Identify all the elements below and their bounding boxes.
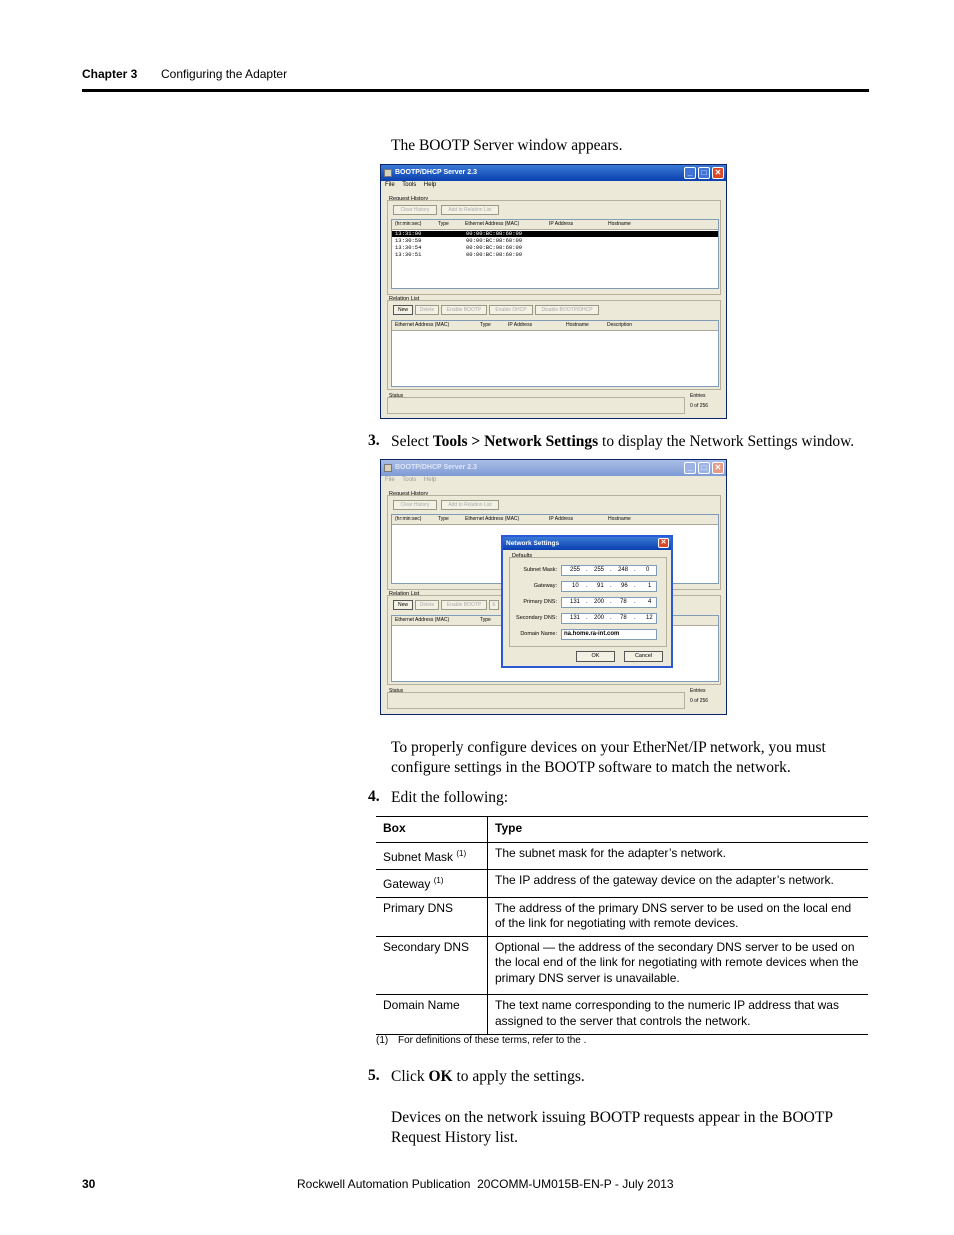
relation-list-label: Relation List bbox=[389, 296, 420, 302]
menu-file[interactable]: File bbox=[385, 477, 395, 483]
bootp-window-with-dialog bbox=[380, 459, 727, 715]
step-5-text bbox=[391, 1067, 585, 1087]
dialog-title: Network Settings bbox=[506, 540, 560, 547]
step-4-number: 4. bbox=[368, 788, 380, 805]
app-icon bbox=[384, 169, 392, 177]
col-mac[interactable]: Ethernet Address (MAC) bbox=[465, 221, 520, 227]
row-time: 13:30:54 bbox=[395, 244, 422, 251]
clear-history-button[interactable]: Clear History bbox=[393, 500, 437, 510]
enable-dhcp-button[interactable]: E bbox=[489, 600, 499, 610]
type-cell: The IP address of the gateway device on the adapter’s network. bbox=[488, 870, 869, 898]
octet: 200 bbox=[594, 599, 605, 605]
table-row bbox=[376, 936, 868, 995]
status-box bbox=[387, 397, 685, 414]
row-time: 13:30:51 bbox=[395, 251, 422, 258]
request-history-label: Request History bbox=[389, 196, 429, 202]
step-5-pre: Click bbox=[391, 1068, 429, 1085]
enable-dhcp-button[interactable]: Enable DHCP bbox=[489, 305, 533, 315]
col-hostname[interactable]: Hostname bbox=[566, 322, 589, 328]
octet: 255 bbox=[570, 567, 581, 573]
domain-name-value: na.home.ra-int.com bbox=[564, 631, 620, 637]
col-type[interactable]: Type bbox=[480, 617, 491, 623]
relation-list-label: Relation List bbox=[389, 591, 420, 597]
minimize-icon[interactable]: _ bbox=[684, 462, 696, 474]
type-cell: Optional — the address of the secondary DNS server to be used on the local end of the link for negotiating with remote devices when the primary DNS server is unavailable. bbox=[488, 936, 869, 995]
delete-button[interactable]: Delete bbox=[415, 600, 439, 610]
step-3-text bbox=[391, 432, 854, 452]
type-cell: The text name corresponding to the numeric IP address that was assigned to the server that controls the network. bbox=[488, 995, 869, 1035]
octet: 78 bbox=[620, 599, 627, 605]
window-titlebar bbox=[381, 460, 726, 476]
cancel-button[interactable]: Cancel bbox=[624, 651, 663, 662]
close-icon[interactable]: ✕ bbox=[658, 538, 669, 548]
col-type[interactable]: Type bbox=[438, 516, 449, 522]
table-header-row bbox=[376, 817, 868, 843]
window-title: BOOTP/DHCP Server 2.3 bbox=[395, 464, 477, 471]
request-history-header bbox=[392, 220, 718, 230]
box-cell bbox=[376, 870, 488, 898]
gateway-field[interactable]: 10 . 91 . 96 . 1 bbox=[561, 581, 657, 592]
gateway-label: Gateway: bbox=[533, 583, 557, 589]
table-row bbox=[376, 897, 868, 936]
box-name: Gateway bbox=[383, 877, 431, 891]
app-icon bbox=[384, 464, 392, 472]
box-cell: Primary DNS bbox=[376, 897, 488, 936]
type-cell: The subnet mask for the adapter’s network. bbox=[488, 842, 869, 870]
page-number: 30 bbox=[82, 1177, 96, 1191]
status-label: Status bbox=[389, 688, 404, 694]
chapter-title: Configuring the Adapter bbox=[161, 67, 288, 81]
paragraph-1-line-2: configure settings in the BOOTP software to match the network. bbox=[391, 759, 791, 776]
col-hostname[interactable]: Hostname bbox=[608, 516, 631, 522]
secondary-dns-field[interactable]: 131 . 200 . 78 . 12 bbox=[561, 613, 657, 624]
request-history-label: Request History bbox=[389, 491, 429, 497]
menu-bar bbox=[385, 477, 442, 483]
box-cell: Domain Name bbox=[376, 995, 488, 1035]
step-3-number: 3. bbox=[368, 432, 380, 449]
box-name: Subnet Mask bbox=[383, 849, 454, 864]
type-cell: The address of the primary DNS server to be used on the local end of the link for negotiating with remote devices. bbox=[488, 897, 869, 936]
domain-name-label: Domain Name: bbox=[520, 631, 557, 637]
entries-label: Entries bbox=[690, 688, 706, 694]
col-hostname[interactable]: Hostname bbox=[608, 221, 631, 227]
add-to-relation-list-button[interactable]: Add to Relation List bbox=[441, 500, 499, 510]
header-rule bbox=[82, 89, 869, 92]
col-description[interactable]: Description bbox=[607, 322, 633, 328]
box-cell bbox=[376, 842, 488, 870]
header-box: Box bbox=[376, 817, 488, 843]
header-type: Type bbox=[488, 817, 869, 843]
octet: 78 bbox=[620, 615, 627, 621]
row-mac: 00:00:BC:08:60:09 bbox=[466, 251, 523, 258]
menu-help[interactable]: Help bbox=[423, 182, 437, 188]
row-mac: 00:00:BC:08:60:09 bbox=[466, 230, 523, 237]
list-item[interactable] bbox=[392, 238, 718, 244]
col-type[interactable]: Type bbox=[480, 322, 491, 328]
list-item[interactable] bbox=[392, 245, 718, 251]
primary-dns-label: Primary DNS: bbox=[523, 599, 557, 605]
minimize-icon[interactable]: _ bbox=[684, 167, 696, 179]
step-4-text: Edit the following: bbox=[391, 789, 509, 806]
primary-dns-field[interactable]: 131 . 200 . 78 . 4 bbox=[561, 597, 657, 608]
octet: 12 bbox=[646, 615, 653, 621]
request-history-list[interactable] bbox=[391, 219, 719, 289]
footnote-text: For definitions of these terms, refer to the . bbox=[398, 1035, 587, 1046]
octet: 131 bbox=[570, 599, 581, 605]
network-settings-dialog bbox=[501, 535, 673, 668]
row-mac: 00:00:BC:08:60:09 bbox=[466, 244, 523, 251]
disable-bootp-dhcp-button[interactable]: Disable BOOTP/DHCP bbox=[535, 305, 599, 315]
col-mac[interactable]: Ethernet Address (MAC) bbox=[395, 322, 450, 328]
ok-button[interactable]: OK bbox=[576, 651, 615, 662]
col-time[interactable]: (hr:min:sec) bbox=[395, 516, 422, 522]
list-item[interactable] bbox=[392, 252, 718, 258]
chapter-label: Chapter 3 bbox=[82, 67, 138, 81]
table-row bbox=[376, 870, 868, 898]
octet: 131 bbox=[570, 615, 581, 621]
paragraph-2-line-2: Request History list. bbox=[391, 1129, 519, 1146]
subnet-mask-label: Subnet Mask: bbox=[523, 567, 557, 573]
footnote-ref: (1) bbox=[433, 876, 444, 885]
row-mac: 00:00:BC:08:60:09 bbox=[466, 237, 523, 244]
publication-info: Rockwell Automation Publication 20COMM-UM015B-EN-P - July 2013 bbox=[297, 1177, 674, 1191]
col-type[interactable]: Type bbox=[438, 221, 449, 227]
paragraph-1-line-1: To properly configure devices on your EtherNet/IP network, you must bbox=[391, 739, 826, 756]
bootp-window bbox=[380, 164, 727, 419]
col-time[interactable]: (hr:min:sec) bbox=[395, 221, 422, 227]
ok-reference: OK bbox=[428, 1068, 453, 1085]
octet: 96 bbox=[621, 583, 628, 589]
new-button[interactable]: New bbox=[393, 600, 413, 610]
enable-bootp-button[interactable]: Enable BOOTP bbox=[441, 305, 487, 315]
step-5-number: 5. bbox=[368, 1067, 380, 1084]
row-time: 13:30:59 bbox=[395, 237, 422, 244]
step-3-post: to display the Network Settings window. bbox=[598, 433, 855, 450]
menu-file[interactable]: File bbox=[385, 182, 395, 188]
octet: 248 bbox=[618, 567, 629, 573]
dialog-titlebar bbox=[503, 537, 671, 550]
octet: 10 bbox=[572, 583, 579, 589]
entries-value: 0 of 256 bbox=[690, 698, 709, 704]
menu-tools[interactable]: Tools bbox=[402, 182, 417, 188]
menu-help[interactable]: Help bbox=[423, 477, 437, 483]
octet: 0 bbox=[646, 567, 650, 573]
box-cell: Secondary DNS bbox=[376, 936, 488, 995]
request-history-header bbox=[392, 515, 718, 525]
col-ip[interactable]: IP Address bbox=[508, 322, 533, 328]
footnote-number: (1) bbox=[376, 1035, 389, 1046]
col-mac[interactable]: Ethernet Address (MAC) bbox=[395, 617, 450, 623]
col-mac[interactable]: Ethernet Address (MAC) bbox=[465, 516, 520, 522]
octet: 4 bbox=[648, 599, 652, 605]
maximize-icon[interactable]: □ bbox=[698, 462, 710, 474]
footnote-ref: (1) bbox=[456, 848, 467, 858]
entries-value: 0 of 256 bbox=[690, 403, 709, 409]
row-time: 13:31:00 bbox=[395, 230, 422, 237]
entries-label: Entries bbox=[690, 393, 706, 399]
add-to-relation-list-button[interactable]: Add to Relation List bbox=[441, 205, 499, 215]
menu-bar bbox=[385, 182, 442, 188]
menu-path: Tools > Network Settings bbox=[432, 433, 599, 450]
step-3-pre: Select bbox=[391, 433, 433, 450]
col-ip[interactable]: IP Address bbox=[549, 516, 574, 522]
close-icon[interactable]: ✕ bbox=[712, 462, 724, 474]
status-label: Status bbox=[389, 393, 404, 399]
window-titlebar bbox=[381, 165, 726, 181]
octet: 1 bbox=[648, 583, 652, 589]
clear-history-button[interactable]: Clear History bbox=[393, 205, 437, 215]
secondary-dns-label: Secondary DNS: bbox=[516, 615, 557, 621]
status-box bbox=[387, 692, 685, 709]
paragraph-2-line-1: Devices on the network issuing BOOTP requests appear in the BOOTP bbox=[391, 1109, 833, 1126]
intro-text: The BOOTP Server window appears. bbox=[391, 137, 623, 154]
step-5-post: to apply the settings. bbox=[452, 1068, 585, 1085]
maximize-icon[interactable]: □ bbox=[698, 167, 710, 179]
table-row bbox=[376, 995, 868, 1035]
new-button[interactable]: New bbox=[393, 305, 413, 315]
enable-bootp-button[interactable]: Enable BOOTP bbox=[441, 600, 487, 610]
subnet-mask-field[interactable]: 255 . 255 . 248 . 0 bbox=[561, 565, 657, 576]
delete-button[interactable]: Delete bbox=[415, 305, 439, 315]
domain-name-field[interactable] bbox=[561, 629, 657, 640]
octet: 255 bbox=[594, 567, 605, 573]
relation-list[interactable] bbox=[391, 320, 719, 387]
list-item[interactable] bbox=[392, 231, 718, 237]
octet: 200 bbox=[594, 615, 605, 621]
octet: 91 bbox=[597, 583, 604, 589]
defaults-label: Defaults bbox=[512, 553, 533, 559]
settings-table bbox=[376, 816, 868, 1035]
col-ip[interactable]: IP Address bbox=[549, 221, 574, 227]
table-row bbox=[376, 842, 868, 870]
window-title: BOOTP/DHCP Server 2.3 bbox=[395, 169, 477, 176]
close-icon[interactable]: ✕ bbox=[712, 167, 724, 179]
menu-tools[interactable]: Tools bbox=[402, 477, 417, 483]
relation-list-header bbox=[392, 321, 718, 331]
